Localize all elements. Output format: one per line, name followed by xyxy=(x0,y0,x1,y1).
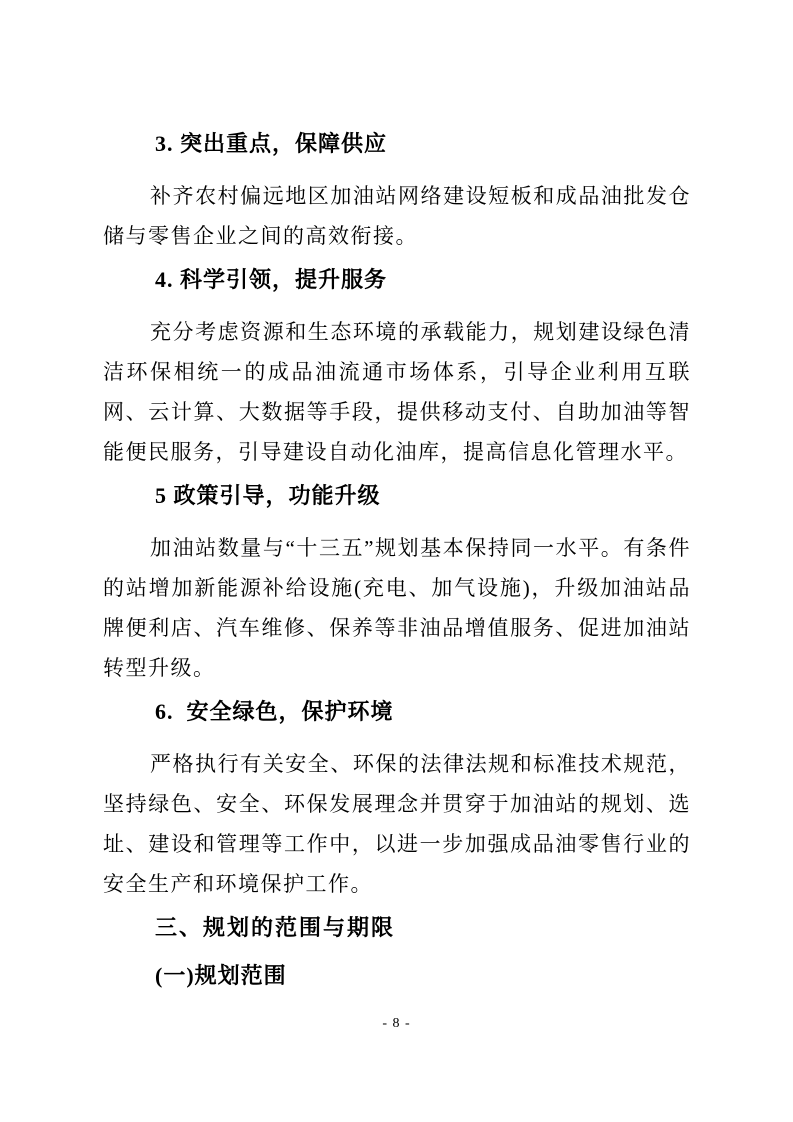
section-heading-6: 6. 安全绿色，保护环境 xyxy=(155,699,394,724)
section-heading-5: 5 政策引导，功能升级 xyxy=(155,483,381,508)
paragraph-section-4: 充分考虑资源和生态环境的承载能力，规划建设绿色清洁环保相统一的成品油流通市场体系，引导企业利用互联网、云计算、大数据等手段，提供移动支付、自助加油等智能便民服务，引导建设自动化油库，提高信息化管理水平。 xyxy=(103,320,691,464)
paragraph-section-6: 严格执行有关安全、环保的法律法规和标准技术规范，坚持绿色、安全、环保发展理念并贯穿于加油站的规划、选址、建设和管理等工作中，以进一步加强成品油零售行业的安全生产和环境保护工作。 xyxy=(103,752,691,896)
chapter-heading-scope-and-term: 三、规划的范围与期限 xyxy=(155,915,396,940)
section-heading-3: 3. 突出重点，保障供应 xyxy=(155,131,388,156)
page-number: - 8 - xyxy=(382,1016,411,1031)
section-heading-4: 4. 科学引领，提升服务 xyxy=(155,267,388,292)
subsection-heading-planning-scope: (一)规划范围 xyxy=(155,963,287,988)
document-body xyxy=(103,120,691,1008)
paragraph-section-3: 补齐农村偏远地区加油站网络建设短板和成品油批发仓储与零售企业之间的高效衔接。 xyxy=(103,184,691,248)
paragraph-section-5: 加油站数量与“十三五”规划基本保持同一水平。有条件的站增加新能源补给设施(充电、加气设施)，升级加油站品牌便利店、汽车维修、保养等非油品增值服务、促进加油站转型升级。 xyxy=(103,536,691,680)
